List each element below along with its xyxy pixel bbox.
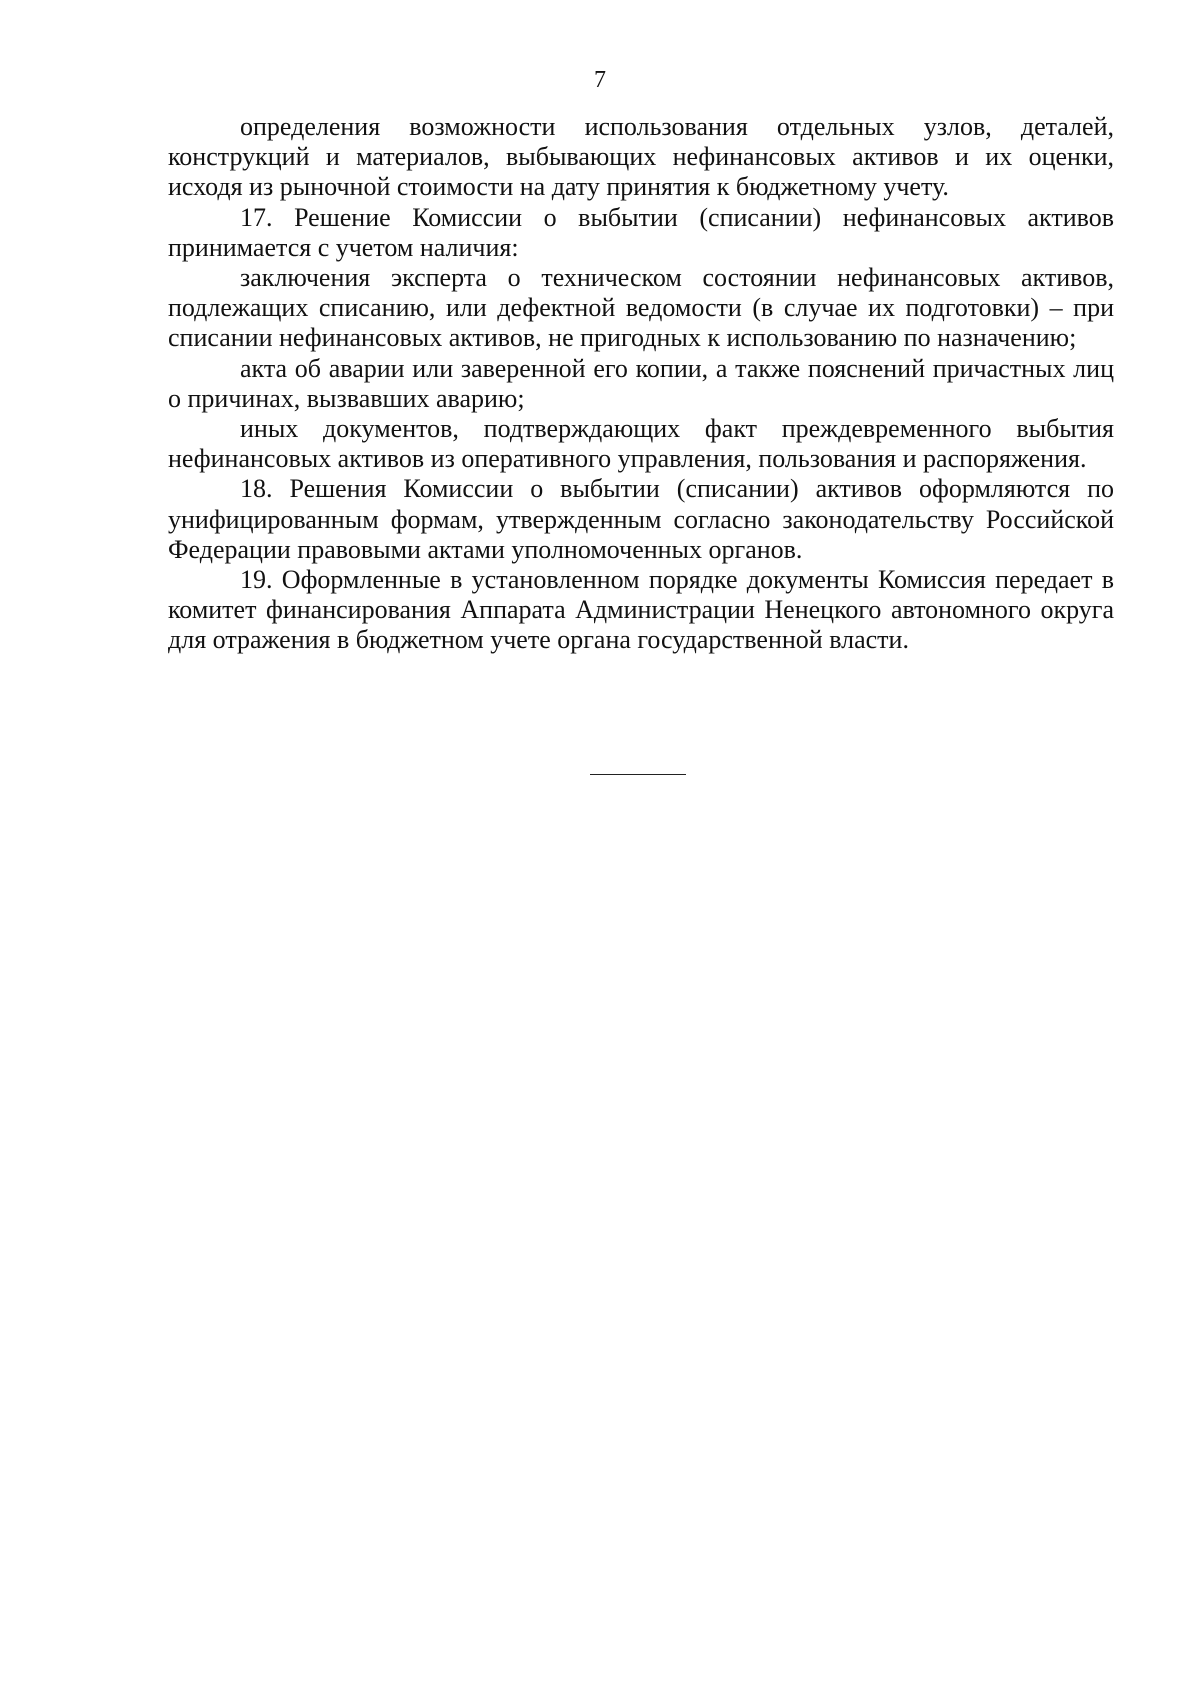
paragraph-other-documents: иных документов, подтверждающих факт преждевременного выбытия нефинансовых активов из оперативного управления, пользования и распоряжения. xyxy=(168,414,1114,474)
end-of-document-rule xyxy=(590,774,686,775)
paragraph-19: 19. Оформленные в установленном порядке документы Комиссия передает в комитет финансирования Аппарата Администрации Ненецкого автономного округа для отражения в бюджетном учете органа государственной власти. xyxy=(168,565,1114,655)
page-number: 7 xyxy=(594,67,606,93)
document-body xyxy=(168,112,1114,656)
paragraph-17: 17. Решение Комиссии о выбытии (списании) нефинансовых активов принимается с учетом наличия: xyxy=(168,202,1114,262)
paragraph-accident-act: акта об аварии или заверенной его копии, а также пояснений причастных лиц о причинах, вызвавших аварию; xyxy=(168,353,1114,413)
paragraph-18: 18. Решения Комиссии о выбытии (списании) активов оформляются по унифицированным формам, утвержденным согласно законодательству Российской Федерации правовыми актами уполномоченных органов. xyxy=(168,474,1114,564)
paragraph-continuation: определения возможности использования отдельных узлов, деталей, конструкций и материалов, выбывающих нефинансовых активов и их оценки, исходя из рыночной стоимости на дату принятия к бюджетному учету. xyxy=(168,112,1114,202)
paragraph-expert-conclusion: заключения эксперта о техническом состоянии нефинансовых активов, подлежащих списанию, или дефектной ведомости (в случае их подготовки) – при списании нефинансовых активов, не пригодных к использованию по назначению; xyxy=(168,263,1114,353)
